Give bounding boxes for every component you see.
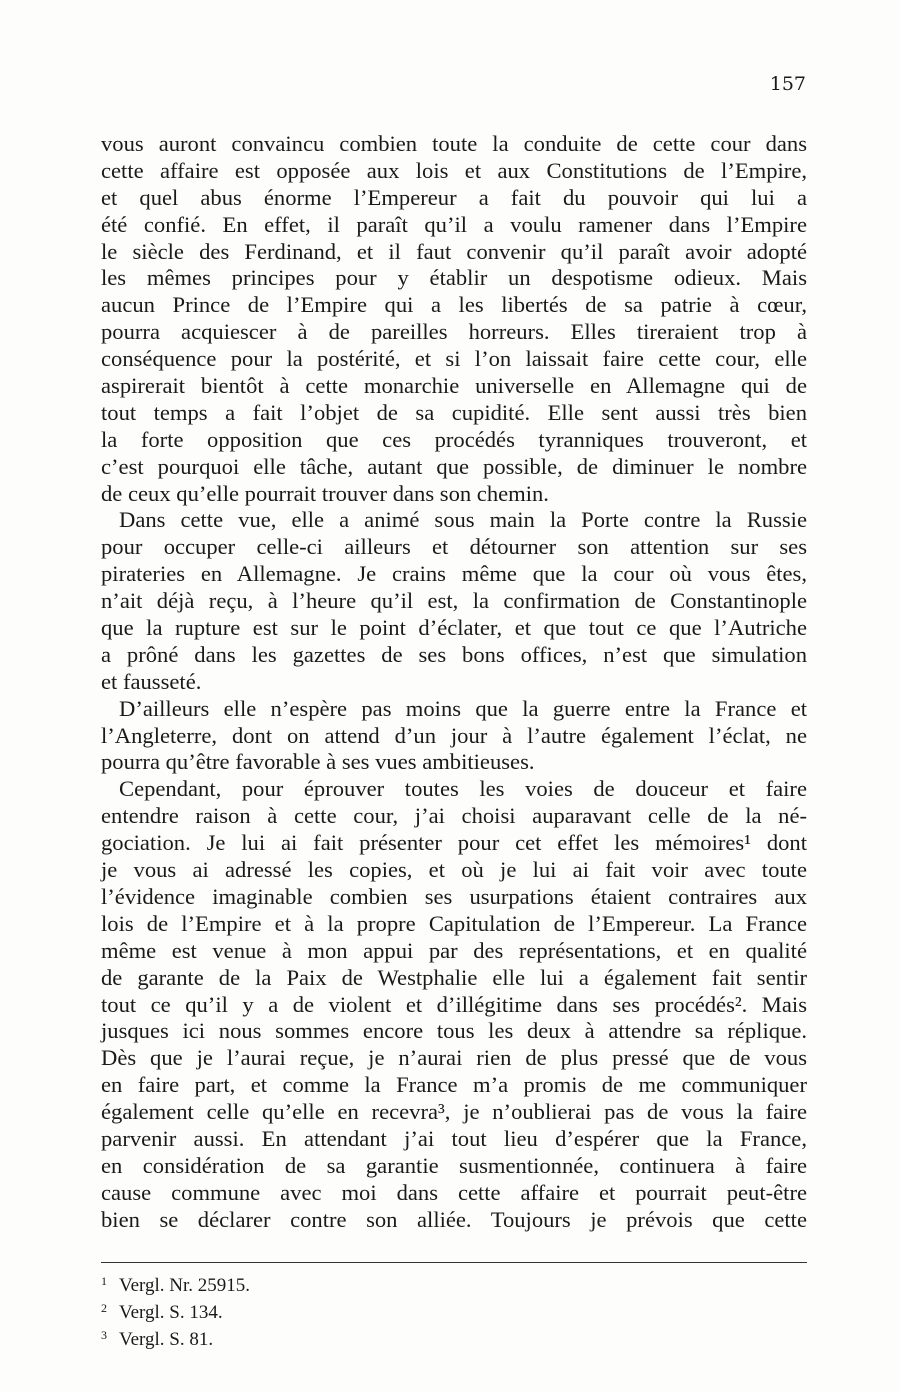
text-line: en considération de sa garantie susmentionnée, continuera à faire bbox=[101, 1152, 807, 1178]
text-line: gociation. Je lui ai fait présenter pour cet effet les mémoires¹ dont bbox=[101, 830, 807, 856]
text-line: entendre raison à cette cour, j’ai choisi auparavant celle de la né- bbox=[101, 803, 807, 829]
page-number: 157 bbox=[769, 73, 806, 95]
text-line: cette affaire est opposée aux lois et aux Constitutions de l’Empire, bbox=[101, 157, 807, 183]
text-line: de ceux qu’elle pourrait trouver dans son chemin. bbox=[101, 480, 549, 506]
footnote-number: 1 bbox=[101, 1274, 107, 1288]
text-line: même est venue à mon appui par des représentations, et en qualité bbox=[101, 937, 807, 963]
text-line: pourra acquiescer à de pareilles horreurs. Elles tireraient trop à bbox=[101, 319, 807, 345]
text-line: pourra qu’être favorable à ses vues ambitieuses. bbox=[101, 749, 535, 775]
text-line: lois de l’Empire et à la propre Capitulation de l’Empereur. La France bbox=[101, 910, 807, 936]
text-line: c’est pourquoi elle tâche, autant que possible, de diminuer le nombre bbox=[101, 453, 807, 479]
text-line: pirateries en Allemagne. Je crains même que la cour où vous êtes, bbox=[101, 561, 807, 587]
text-line: les mêmes principes pour y établir un despotisme odieux. Mais bbox=[101, 265, 807, 291]
text-line: je vous ai adressé les copies, et où je lui ai fait voir avec toute bbox=[101, 857, 807, 883]
text-line: le siècle des Ferdinand, et il faut convenir qu’il paraît avoir adopté bbox=[101, 238, 807, 264]
footnote-text: Vergl. Nr. 25915. bbox=[119, 1275, 251, 1296]
text-line: D’ailleurs elle n’espère pas moins que la guerre entre la France et bbox=[119, 695, 807, 721]
text-line: en faire part, et comme la France m’a promis de me communiquer bbox=[101, 1072, 807, 1098]
text-line: la forte opposition que ces procédés tyranniques trouveront, et bbox=[101, 426, 807, 452]
footnote bbox=[101, 1270, 807, 1297]
text-line: bien se déclarer contre son alliée. Toujours je prévois que cette bbox=[101, 1206, 807, 1232]
text-line: Dès que je l’aurai reçue, je n’aurai rien de plus pressé que de vous bbox=[101, 1045, 807, 1071]
text-line: et fausseté. bbox=[101, 668, 202, 694]
text-line: a prôné dans les gazettes de ses bons offices, n’est que simulation bbox=[101, 641, 807, 667]
text-line: de garante de la Paix de Westphalie elle lui a également fait sentir bbox=[101, 964, 807, 990]
text-line: l’Angleterre, dont on attend d’un jour à l’autre également l’éclat, ne bbox=[101, 722, 807, 748]
footnotes bbox=[101, 1270, 807, 1351]
text-line: été confié. En effet, il paraît qu’il a voulu ramener dans l’Empire bbox=[101, 211, 807, 237]
text-line: Dans cette vue, elle a animé sous main la Porte contre la Russie bbox=[119, 507, 807, 533]
text-line: Cependant, pour éprouver toutes les voies de douceur et faire bbox=[119, 776, 807, 802]
footnote bbox=[101, 1297, 807, 1324]
footnote bbox=[101, 1324, 807, 1351]
footnote-number: 2 bbox=[101, 1301, 107, 1315]
text-line: que la rupture est sur le point d’éclater, et que tout ce que l’Autriche bbox=[101, 615, 807, 641]
text-line: parvenir aussi. En attendant j’ai tout lieu d’espérer que la France, bbox=[101, 1125, 807, 1151]
footnote-divider bbox=[101, 1262, 807, 1263]
text-line: tout ce qu’il y a de violent et d’illégitime dans ses procédés². Mais bbox=[101, 991, 807, 1017]
text-line: également celle qu’elle en recevra³, je n’oublierai pas de vous la faire bbox=[101, 1099, 807, 1125]
text-line: aucun Prince de l’Empire qui a les libertés de sa patrie à cœur, bbox=[101, 292, 807, 318]
text-line: vous auront convaincu combien toute la conduite de cette cour dans bbox=[101, 131, 807, 156]
footnote-number: 3 bbox=[101, 1328, 107, 1342]
text-line: l’évidence imaginable combien ses usurpations étaient contraires aux bbox=[101, 883, 807, 909]
text-line: conséquence pour la postérité, et si l’on laissait faire cette cour, elle bbox=[101, 346, 807, 372]
text-line: tout temps a fait l’objet de sa cupidité. Elle sent aussi très bien bbox=[101, 399, 807, 425]
text-line: et quel abus énorme l’Empereur a fait du pouvoir qui lui a bbox=[101, 184, 807, 210]
text-line: jusques ici nous sommes encore tous les deux à attendre sa réplique. bbox=[101, 1018, 807, 1044]
text-line: pour occuper celle-ci ailleurs et détourner son attention sur ses bbox=[101, 534, 807, 560]
body-text bbox=[101, 131, 807, 1234]
footnote-text: Vergl. S. 134. bbox=[119, 1302, 223, 1323]
text-line: aspirerait bientôt à cette monarchie universelle en Allemagne qui de bbox=[101, 373, 807, 399]
footnote-text: Vergl. S. 81. bbox=[119, 1329, 214, 1350]
text-line: n’ait déjà reçu, à l’heure qu’il est, la confirmation de Constantinople bbox=[101, 588, 807, 614]
text-line: cause commune avec moi dans cette affaire et pourrait peut-être bbox=[101, 1179, 807, 1205]
